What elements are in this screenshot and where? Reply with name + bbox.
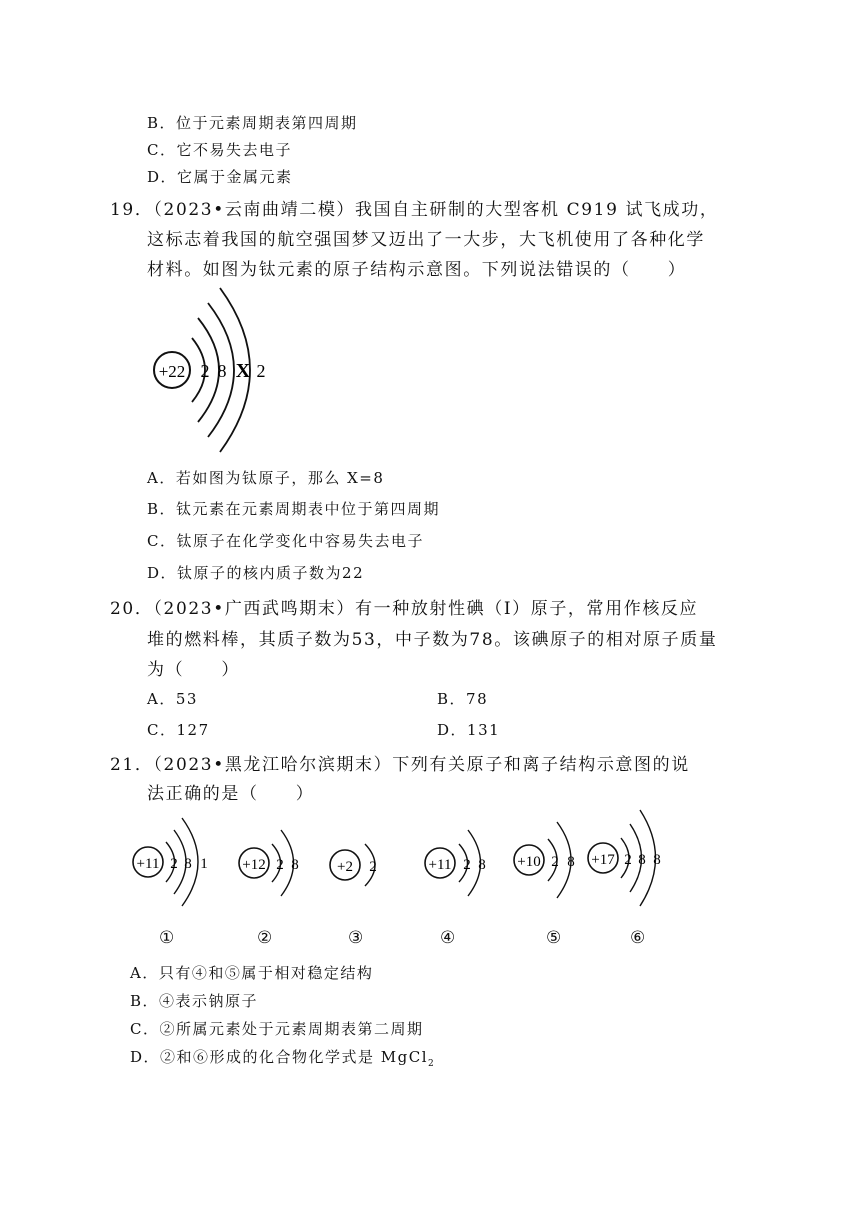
shell-electrons-1: 2 xyxy=(200,361,210,381)
svg-text:+10: +10 xyxy=(517,854,541,870)
shell-electrons-4: 2 xyxy=(256,361,266,381)
q21-option-d-text: D．②和⑥形成的化合物化学式是 MgCl xyxy=(130,1048,429,1066)
q19-option-c: C．钛原子在化学变化中容易失去电子 xyxy=(147,532,424,550)
svg-text:2: 2 xyxy=(551,854,559,870)
q18-option-c: C．它不易失去电子 xyxy=(147,141,292,159)
svg-text:1: 1 xyxy=(200,856,208,872)
svg-text:8: 8 xyxy=(653,852,661,868)
q21-option-a: A．只有④和⑤属于相对稳定结构 xyxy=(130,964,374,982)
svg-text:+12: +12 xyxy=(242,857,266,873)
svg-text:+11: +11 xyxy=(136,856,160,872)
nucleus-charge: +22 xyxy=(158,362,186,381)
structure-diagram-2 xyxy=(232,818,312,908)
q19-option-a: A．若如图为钛原子，那么 X=8 xyxy=(147,469,385,487)
q20-stem-line3: 为（ ） xyxy=(147,660,240,680)
structure-diagram-4 xyxy=(420,818,500,908)
structure-diagram-6 xyxy=(583,806,678,911)
q19-option-b: B．钛元素在元素周期表中位于第四周期 xyxy=(147,500,441,518)
q19-stem-line3: 材料。如图为钛元素的原子结构示意图。下列说法错误的（ ） xyxy=(147,260,687,280)
structure-label-4: ④ xyxy=(440,928,456,948)
svg-text:8: 8 xyxy=(567,854,575,870)
svg-text:8: 8 xyxy=(478,857,486,873)
structure-diagram-5 xyxy=(509,812,589,907)
svg-text:2: 2 xyxy=(624,852,632,868)
structure-label-5: ⑤ xyxy=(546,928,562,948)
q19-option-d: D．钛原子的核内质子数为22 xyxy=(147,564,365,582)
svg-text:2: 2 xyxy=(276,857,284,873)
svg-text:2: 2 xyxy=(170,856,178,872)
svg-text:8: 8 xyxy=(184,856,192,872)
q19-stem-line2: 这标志着我国的航空强国梦又迈出了一大步，大飞机使用了各种化学 xyxy=(147,230,705,250)
q21-stem-line2: 法正确的是（ ） xyxy=(147,784,315,804)
structure-label-3: ③ xyxy=(348,928,364,948)
shell-electrons-2: 8 xyxy=(217,361,227,381)
q20-option-d: D．131 xyxy=(437,721,501,739)
svg-text:2: 2 xyxy=(369,859,377,875)
q21-option-d xyxy=(130,1046,435,1069)
q20-option-b: B．78 xyxy=(437,690,489,708)
svg-text:8: 8 xyxy=(638,852,646,868)
q20-stem-line1: 20．（2023•广西武鸣期末）有一种放射性碘（I）原子，常用作核反应 xyxy=(110,599,699,619)
q18-option-b: B．位于元素周期表第四周期 xyxy=(147,114,358,132)
svg-text:8: 8 xyxy=(291,857,299,873)
svg-text:+11: +11 xyxy=(428,857,452,873)
structure-diagram-3 xyxy=(325,830,385,900)
svg-text:+17: +17 xyxy=(591,852,615,868)
shell-electrons-3: X xyxy=(235,360,251,382)
q18-option-d: D．它属于金属元素 xyxy=(147,168,293,186)
q19-stem-line1: 19．（2023•云南曲靖二模）我国自主研制的大型客机 C919 试飞成功， xyxy=(110,200,719,220)
q21-option-c: C．②所属元素处于元素周期表第二周期 xyxy=(130,1020,424,1038)
titanium-atom-diagram xyxy=(140,283,280,458)
structure-label-1: ① xyxy=(159,928,175,948)
q21-stem-line1: 21．（2023•黑龙江哈尔滨期末）下列有关原子和离子结构示意图的说 xyxy=(110,755,690,775)
q21-option-b: B．④表示钠原子 xyxy=(130,992,259,1010)
q20-option-c: C．127 xyxy=(147,721,210,739)
structure-label-6: ⑥ xyxy=(630,928,646,948)
q20-stem-line2: 堆的燃料棒，其质子数为53，中子数为78。该碘原子的相对原子质量 xyxy=(147,630,718,650)
q20-option-a: A．53 xyxy=(147,690,198,708)
structure-label-2: ② xyxy=(257,928,273,948)
svg-text:2: 2 xyxy=(463,857,471,873)
q21-option-d-subscript: 2 xyxy=(428,1059,436,1069)
svg-text:+2: +2 xyxy=(337,859,353,875)
structure-diagram-1 xyxy=(128,812,218,912)
